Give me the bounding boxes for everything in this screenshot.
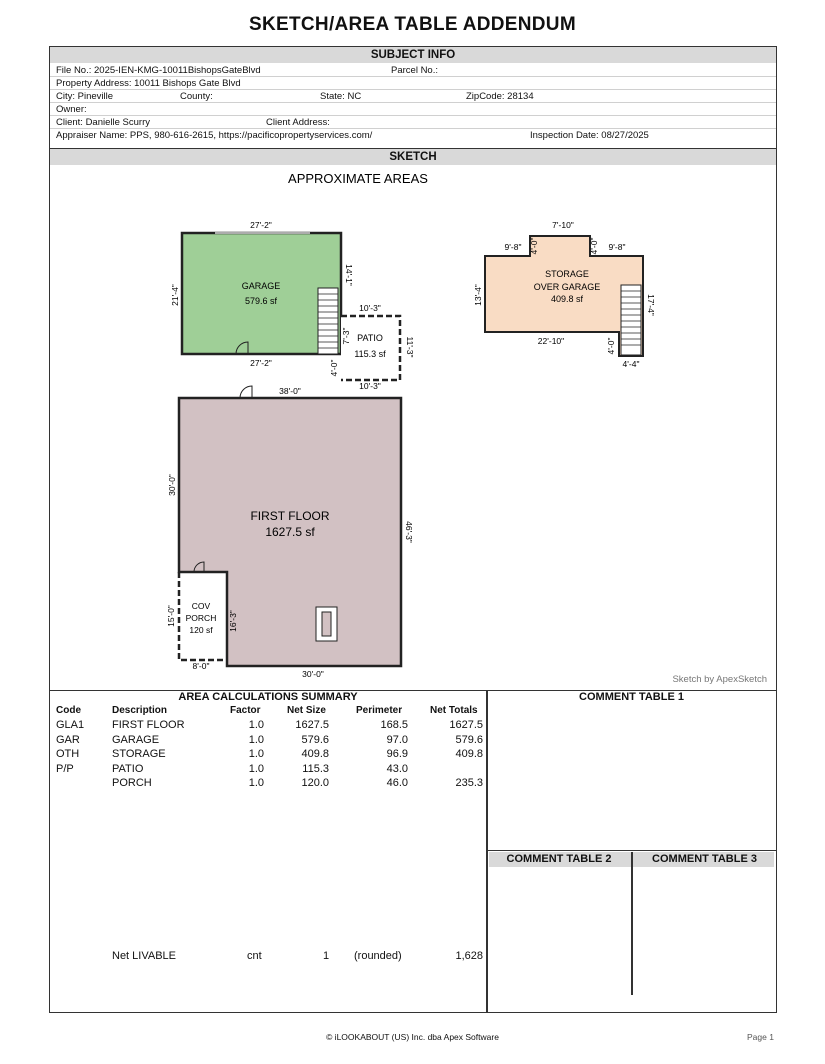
- calc-factor-cell: 1.0: [248, 719, 264, 731]
- storage-step-right-dim: 4'-0": [589, 237, 599, 255]
- calc-factor-cell: 1.0: [248, 748, 264, 760]
- calc-description-cell: PATIO: [112, 762, 144, 775]
- first-floor-top-dim: 38'-0": [279, 386, 301, 396]
- net-livable-total: 1,628: [455, 950, 483, 962]
- storage-top-dim: 7'-10": [552, 220, 574, 230]
- col-net-size: Net Size: [287, 705, 326, 716]
- calc-perimeter-cell: 96.9: [386, 748, 408, 760]
- calc-description-cell: STORAGE: [112, 748, 166, 760]
- patio-room: [341, 316, 400, 380]
- sketch-header: SKETCH: [50, 148, 776, 165]
- garage-top-dim: 27'-2": [250, 220, 272, 230]
- porch-area: 120 sf: [189, 625, 213, 635]
- calc-net-total-cell: 409.8: [455, 748, 483, 760]
- calc-perimeter-cell: 43.0: [386, 762, 408, 775]
- file-number: File No.: 2025-IEN-KMG-10011BishopsGateBlvd: [56, 65, 261, 76]
- client: Client: Danielle Scurry: [56, 117, 150, 128]
- calc-perimeter-cell: 168.5: [380, 719, 408, 731]
- area-calc-header: AREA CALCULATIONS SUMMARY: [178, 691, 358, 703]
- info-row-city: [50, 89, 776, 103]
- calc-net-total-cell: 1627.5: [449, 719, 483, 731]
- calc-net-size-cell: 120.0: [301, 777, 329, 789]
- calc-perimeter-cell: 97.0: [386, 733, 408, 746]
- inspection-date: Inspection Date: 08/27/2025: [530, 130, 649, 141]
- calc-factor-cell: 1.0: [248, 762, 264, 775]
- garage-area: 579.6 sf: [244, 296, 278, 306]
- garage-label: GARAGE: [241, 281, 281, 291]
- calc-code-cell: P/P: [56, 762, 74, 775]
- owner: Owner:: [56, 104, 87, 115]
- sketch-credit: Sketch by ApexSketch: [672, 674, 767, 685]
- patio-label: PATIO: [357, 333, 383, 343]
- calc-net-size-cell: 115.3: [302, 762, 329, 775]
- net-livable-count: 1: [323, 950, 330, 962]
- zip-code: ZipCode: 28134: [466, 91, 534, 102]
- patio-bottom-dim: 10'-3": [359, 381, 381, 391]
- patio-top-dim: 10'-3": [359, 303, 381, 313]
- net-livable-rounded: (rounded): [354, 950, 402, 962]
- first-floor-left-dim: 30'-0": [167, 474, 177, 496]
- patio-left-lower-dim: 4'-0": [329, 359, 339, 377]
- porch-bottom-dim: 8'-0": [192, 661, 210, 671]
- storage-top-left-dim: 9'-8": [504, 242, 522, 252]
- porch-label-2: PORCH: [185, 613, 217, 623]
- subject-info-section: [50, 63, 776, 144]
- calc-code-cell: GLA1: [56, 719, 85, 731]
- comment-divider: [486, 690, 488, 1012]
- client-address: Client Address:: [266, 117, 330, 128]
- col-description: Description: [112, 705, 168, 716]
- subject-info-header: SUBJECT INFO: [50, 47, 776, 63]
- first-floor-area: 1627.5 sf: [265, 525, 315, 539]
- calc-factor-cell: 1.0: [248, 777, 264, 789]
- first-floor-bottom-dim: 30'-0": [302, 669, 324, 679]
- garage-left-dim: 21'-4": [170, 284, 180, 306]
- comment-table-2-header: COMMENT TABLE 2: [506, 853, 612, 865]
- first-floor-inner-dim: 16'-3": [228, 610, 238, 632]
- storage-tab-bottom-dim: 4'-4": [622, 359, 640, 369]
- garage-right-dim: 14'-1": [344, 264, 354, 286]
- patio-area: 115.3 sf: [354, 349, 386, 359]
- storage-label-2: OVER GARAGE: [533, 282, 601, 292]
- porch-left-dim: 15'-0": [166, 605, 176, 627]
- city: City: Pineville: [56, 91, 114, 102]
- sketch-drawing: [50, 164, 775, 687]
- calc-description-cell: FIRST FLOOR: [112, 719, 185, 731]
- comment-2-3-divider: [631, 852, 633, 995]
- comment-table-3-header: COMMENT TABLE 3: [652, 853, 757, 865]
- calc-net-size-cell: 1627.5: [295, 719, 329, 731]
- storage-bottom-dim: 22'-10": [537, 336, 565, 346]
- garage-stairs: [318, 288, 338, 354]
- storage-step-left-dim: 4'-0": [529, 237, 539, 255]
- garage-bottom-dim: 27'-2": [250, 358, 272, 368]
- storage-label-1: STORAGE: [545, 269, 589, 279]
- net-livable-label: Net LIVABLE: [112, 950, 176, 962]
- front-door-icon: [240, 386, 252, 398]
- calc-code-cell: GAR: [56, 733, 80, 746]
- calc-perimeter-cell: 46.0: [386, 777, 408, 789]
- net-livable-unit: cnt: [247, 950, 262, 962]
- col-code: Code: [56, 705, 81, 716]
- calc-net-size-cell: 409.8: [301, 748, 329, 760]
- storage-area: 409.8 sf: [550, 294, 584, 304]
- calc-description-cell: PORCH: [112, 777, 152, 789]
- col-net-totals: Net Totals: [430, 705, 478, 716]
- storage-top-right-dim: 9'-8": [608, 242, 626, 252]
- storage-right-dim: 17'-4": [646, 294, 656, 316]
- patio-right-dim: 11'-3": [405, 336, 415, 358]
- col-factor: Factor: [230, 705, 261, 716]
- storage-stairs: [621, 285, 641, 355]
- info-row-owner: [50, 102, 776, 116]
- storage-tab-side-dim: 4'-0": [606, 337, 616, 355]
- calc-description-cell: GARAGE: [112, 733, 160, 746]
- storage-left-dim: 13'-4": [473, 284, 483, 306]
- porch-label-1: COV: [191, 601, 211, 611]
- appraiser: Appraiser Name: PPS, 980-616-2615, https://pacificopropertyservices.com/: [56, 130, 373, 141]
- first-floor-right-dim: 46'-3": [404, 521, 414, 543]
- state: State: NC: [320, 91, 362, 102]
- footer-copyright: © iLOOKABOUT (US) Inc. dba Apex Software: [326, 1032, 499, 1042]
- parcel-number: Parcel No.:: [391, 65, 438, 76]
- calc-factor-cell: 1.0: [248, 733, 264, 746]
- patio-left-upper-dim: 7'-3": [341, 327, 351, 345]
- county: County:: [180, 91, 213, 102]
- comment-row-divider: [487, 850, 776, 851]
- calc-net-size-cell: 579.6: [301, 733, 329, 746]
- sketch-subtitle: APPROXIMATE AREAS: [288, 171, 428, 186]
- calc-net-total-cell: 579.6: [455, 733, 483, 746]
- calc-net-total-cell: 235.3: [455, 777, 483, 789]
- col-perimeter: Perimeter: [356, 705, 403, 716]
- calc-code-cell: OTH: [56, 748, 80, 760]
- comment-table-1-header: COMMENT TABLE 1: [579, 691, 684, 703]
- footer-page: Page 1: [747, 1032, 774, 1042]
- garage-room: [182, 233, 341, 354]
- property-address: Property Address: 10011 Bishops Gate Blvd: [56, 78, 241, 89]
- first-floor-label: FIRST FLOOR: [250, 509, 330, 523]
- info-row-client: [50, 115, 776, 129]
- page-title: SKETCH/AREA TABLE ADDENDUM: [249, 14, 576, 35]
